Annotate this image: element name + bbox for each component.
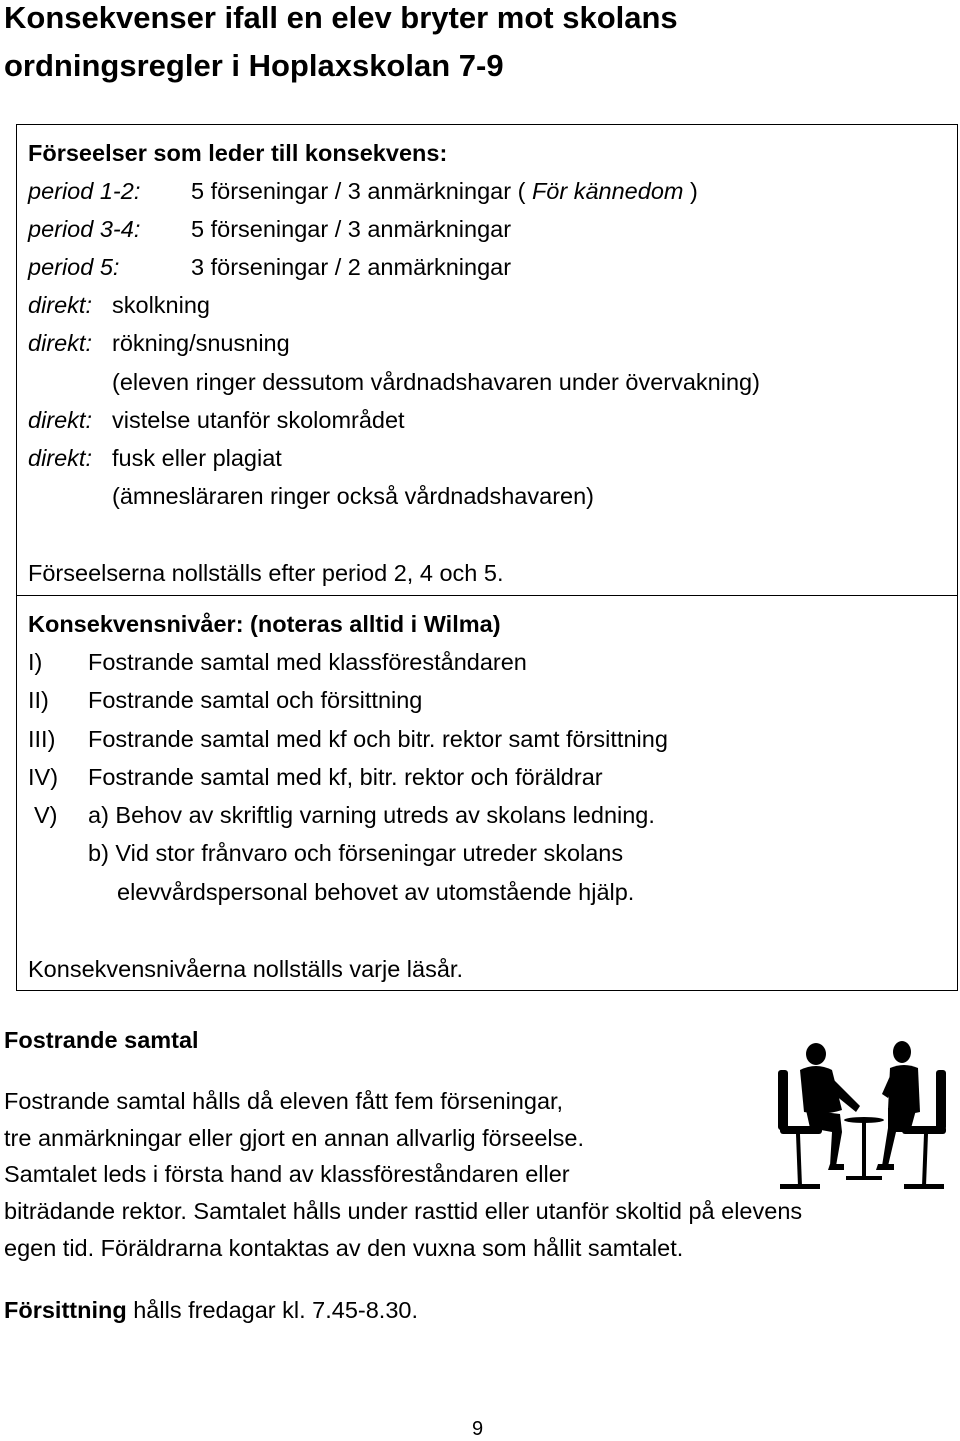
level-numeral: III) [28,726,56,752]
level-numeral: I) [28,649,43,675]
conversation-clipart-icon [770,1036,956,1194]
level-numeral: II) [28,687,49,713]
talk-line: Fostrande samtal hålls då eleven fått fem förseningar, [4,1088,564,1114]
offense-text: vistelse utanför skolområdet [112,407,405,433]
offense-text: 3 förseningar / 2 anmärkningar [191,254,512,280]
level-sub-b-line-2: elevvårdspersonal behovet av utomstående hjälp. [117,879,635,905]
levels-heading: Konsekvensnivåer: (noteras alltid i Wilma) [28,611,501,637]
offense-text: fusk eller plagiat [112,445,282,471]
talk-line: tre anmärkningar eller gjort en annan allvarlig förseelse. [4,1125,584,1151]
level-numeral: V) [34,802,58,828]
offense-label: period 5: [28,254,120,280]
talk-line: Samtalet leds i första hand av klassföreståndaren eller [4,1161,570,1187]
level-text: Fostrande samtal med kf, bitr. rektor och föräldrar [88,764,603,790]
talk-heading: Fostrande samtal [4,1027,199,1053]
offense-label: direkt: [28,292,92,318]
offense-label: direkt: [28,445,92,471]
levels-reset-note: Konsekvensnivåerna nollställs varje läsår. [28,956,463,982]
talk-line: egen tid. Föräldrarna kontaktas av den vuxna som hållit samtalet. [4,1235,684,1261]
page-title-line-1: Konsekvenser ifall en elev bryter mot skolans [4,0,678,35]
offenses-heading: Förseelser som leder till konsekvens: [28,140,448,166]
offense-text: 5 förseningar / 3 anmärkningar [191,216,512,242]
level-text: Fostrande samtal med kf och bitr. rektor samt försittning [88,726,668,752]
offense-label: direkt: [28,407,92,433]
offense-label: direkt: [28,330,92,356]
offenses-reset-note: Förseelserna nollställs efter period 2, 4 och 5. [28,560,504,586]
level-sub-b-line-1: b) Vid stor frånvaro och förseningar utreder skolans [88,840,624,866]
detention-line [4,1291,418,1329]
level-text: Fostrande samtal med klassföreståndaren [88,649,527,675]
offense-text: rökning/snusning [112,330,290,356]
offense-note: (eleven ringer dessutom vårdnadshavaren under övervakning) [112,369,760,395]
level-text: Fostrande samtal och försittning [88,687,423,713]
offense-note: (ämnesläraren ringer också vårdnadshavaren) [112,483,594,509]
detention-label: Försittning [4,1297,127,1323]
offense-text: 5 förseningar / 3 anmärkningar ( För kännedom ) [191,178,698,204]
talk-line: biträdande rektor. Samtalet hålls under rasttid eller utanför skoltid på elevens [4,1198,803,1224]
offense-label: period 3-4: [28,216,141,242]
page-title-line-2: ordningsregler i Hoplaxskolan 7-9 [4,48,504,83]
page-number: 9 [472,1418,484,1440]
level-numeral: IV) [28,764,59,790]
offense-label: period 1-2: [28,178,141,204]
offense-text: skolkning [112,292,210,318]
level-text: a) Behov av skriftlig varning utreds av skolans ledning. [88,802,655,828]
detention-text: hålls fredagar kl. 7.45-8.30. [126,1297,419,1323]
